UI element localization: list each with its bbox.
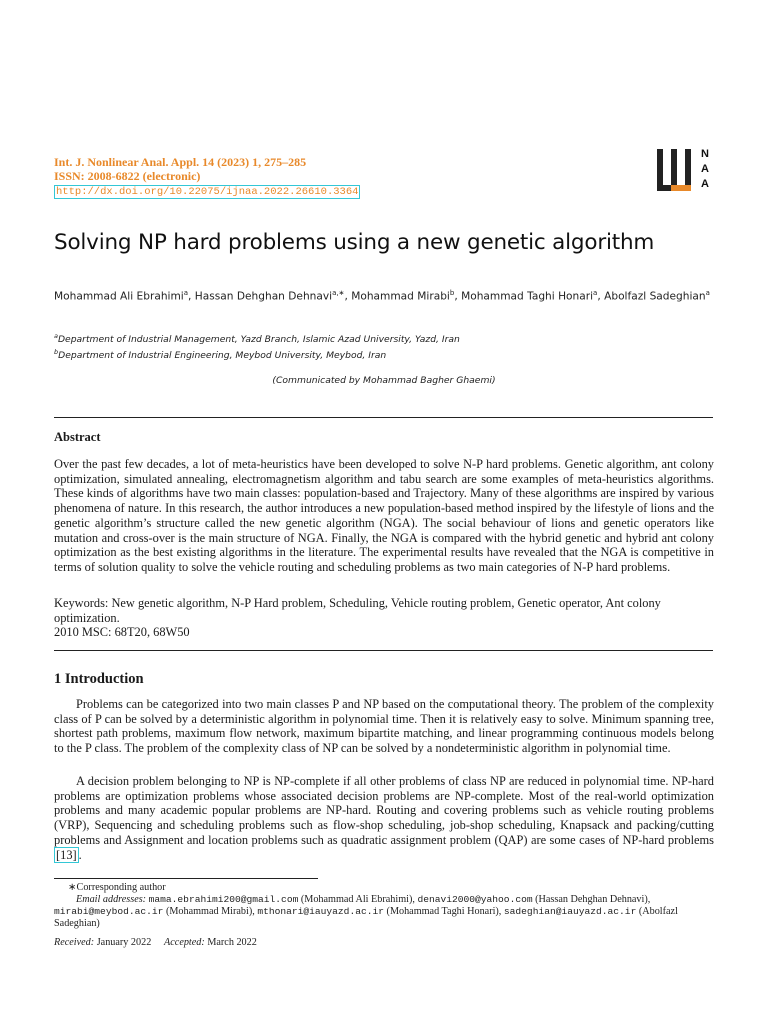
affiliation [54, 348, 714, 361]
author-name: Abolfazl Sadeghian [604, 290, 706, 303]
author-mark: a [705, 289, 710, 297]
abstract-text: Over the past few decades, a lot of meta-heuristics have been developed to solve N-P hard problems. Genetic algorithm, ant colony optimization, simulated annealing, electromagnetism algorithm and tabu search are some examples of meta-heuristics algorithms. These kinds of algorithms have two main classes: population-based and Trajectory. Many of these algorithms are inspired by various phenomena of nature. In this research, the author introduces a new population-based method inspired by the lifestyle of lions and the genetic algorithm’s structure called the new genetic algorithm (NGA). The social behaviour of lions and genetic operators like mutation and cross-over is the main structure of NGA. Finally, the NGA is compared with the hybrid genetic and hybrid ant colony optimization as the best existing algorithms in the literature. The experimental results have revealed that the NGA is competitive in terms of solution quality to solve the vehicle routing and scheduling problems as two main categories of N-P hard problems. [54, 457, 714, 574]
paper-title: Solving NP hard problems using a new genetic algorithm [54, 230, 655, 255]
accepted-date: March 2022 [207, 937, 257, 948]
communicated-by: (Communicated by Mohammad Bagher Ghaemi) [272, 375, 496, 386]
author-name: Mohammad Mirabi [351, 290, 450, 303]
email-link[interactable]: mama.ebrahimi200@gmail.com [148, 894, 299, 905]
logo-letter-1: N [701, 148, 709, 160]
abstract-heading: Abstract [54, 430, 101, 444]
email-link[interactable]: sadeghian@iauyazd.ac.ir [503, 906, 637, 918]
citation-link[interactable]: [13] [56, 847, 77, 862]
author-mark: a [593, 289, 598, 297]
intro-paragraph-1: Problems can be categorized into two main classes P and NP based on the computational theory. The problem of the complexity class of P can be solved by a deterministic algorithm in polynomial time. Then it is relatively easy to solve. Minimum spanning tree, shortest path problems, maximum flow network, maximum bipartite matching, and linear programming continuous models belong to the P class. The problem of the complexity class of NP can be solved by a nondeterministic algorithm in polynomial time. [54, 697, 714, 756]
publication-dates: Received: January 2022 Accepted: March 2022 [54, 937, 257, 948]
journal-header [54, 155, 360, 199]
affiliation-text: Department of Industrial Engineering, Meybod University, Meybod, Iran [58, 350, 387, 362]
journal-issn: ISSN: 2008-6822 (electronic) [54, 169, 201, 183]
affiliation-text: Department of Industrial Management, Yazd Branch, Islamic Azad University, Yazd, Iran [57, 334, 460, 346]
email-link[interactable]: mthonari@iauyazd.ac.ir [257, 906, 384, 918]
received-date: January 2022 [96, 937, 152, 948]
author-mark: b [449, 289, 455, 297]
divider [54, 650, 713, 651]
author-name: Hassan Dehghan Dehnavi [194, 290, 333, 303]
logo-letter-2: A [701, 163, 709, 175]
author-mark: a,∗ [332, 289, 345, 297]
logo-letter-3: A [701, 178, 709, 190]
email-link[interactable]: mirabi@meybod.ac.ir [54, 906, 164, 918]
journal-logo [655, 147, 717, 193]
doi-link[interactable]: http://dx.doi.org/10.22075/ijnaa.2022.26610.3364 [56, 186, 359, 198]
section-heading: 1 Introduction [54, 671, 144, 687]
email-addresses: Email addresses: mama.ebrahimi200@gmail.com (Mohammad Ali Ebrahimi), denavi2000@yahoo.com (Hassan Dehghan Dehnavi), mirabi@meybod.ac.ir (Mohammad Mirabi), mthonari@iauyazd.ac.ir (Mohammad Taghi Honari), sadeghian@iauyazd.ac.ir (Abolfazl Sadeghian) [54, 894, 678, 930]
divider [54, 417, 713, 418]
footnote-rule [54, 878, 318, 879]
corresponding-author-note: ∗Corresponding author [68, 882, 166, 893]
author-mark: a [183, 289, 189, 297]
author-list: Mohammad Ali Ebrahimi$^a$, Hassan Dehghan Dehnavi$^{a,∗}$, Mohammad Mirabi$^b$, Mohammad Taghi Honari$^a$, Abolfazl Sadeghian$^a$ [54, 289, 710, 303]
email-link[interactable]: denavi2000@yahoo.com [417, 894, 533, 905]
keywords: Keywords: New genetic algorithm, N-P Hard problem, Scheduling, Vehicle routing problem, Genetic operator, Ant colony optimization. [54, 596, 661, 625]
author-name: Mohammad Ali Ebrahimi [54, 290, 184, 303]
affiliation-mark: b [54, 348, 59, 356]
affiliation-mark: a [54, 332, 58, 340]
msc-codes: 2010 MSC: 68T20, 68W50 [54, 625, 190, 639]
author-name: Mohammad Taghi Honari [461, 290, 594, 303]
intro-paragraph-2: A decision problem belonging to NP is NP-complete if all other problems of class NP are reduced in polynomial time. NP-hard problems are optimization problems whose associated decision problems are NP-complete. Most of the real-world optimization problems and many academic popular problems are NP-hard. Routing and covering problems such as vehicle routing problems (VRP), Sequencing and scheduling problems such as flow-shop scheduling, job-shop scheduling, Knapsack and packing/cutting problems and Assignment and location problems such as quadratic assignment problem (QAP) are some cases of NP-hard problems [13] . [54, 774, 714, 862]
journal-citation: Int. J. Nonlinear Anal. Appl. 14 (2023) 1, 275–285 [54, 155, 307, 169]
affiliation [54, 332, 714, 345]
